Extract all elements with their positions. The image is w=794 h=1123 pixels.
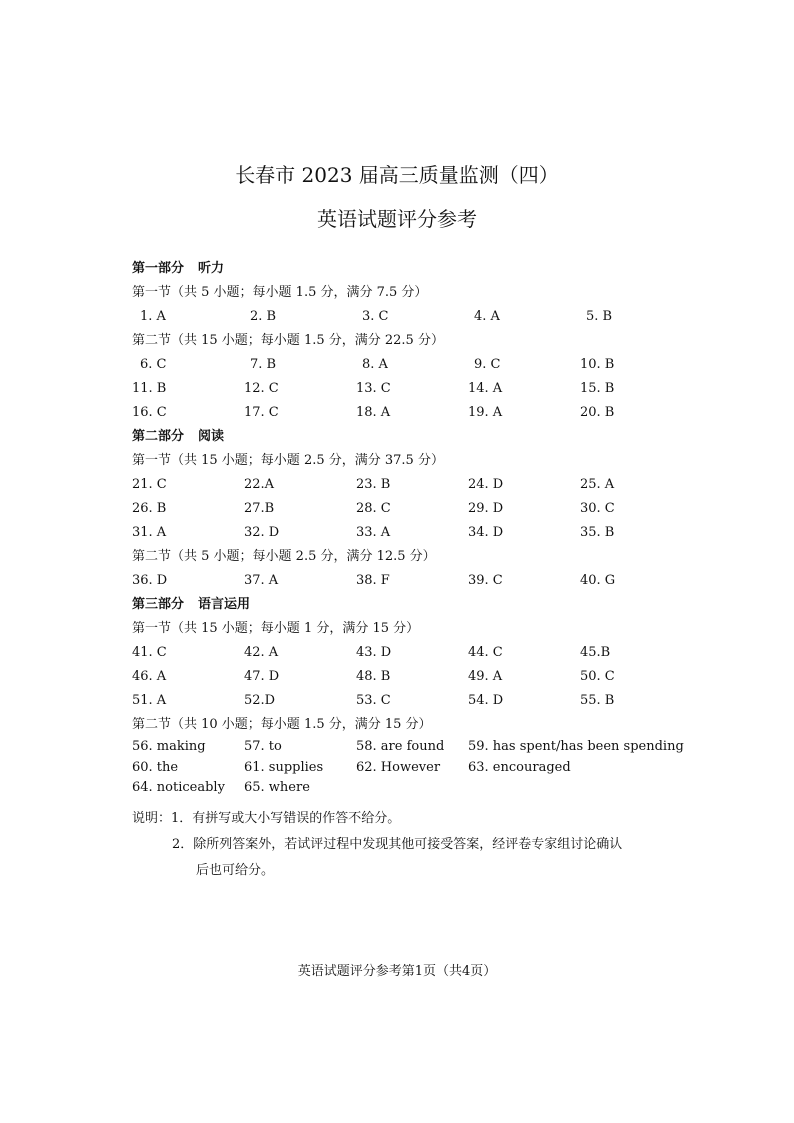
answer-item: 37. A <box>244 573 279 588</box>
answer-row <box>132 305 672 329</box>
answer-item: 36. D <box>132 573 168 588</box>
answer-item: 28. C <box>356 501 391 516</box>
answer-item: 35. B <box>580 525 615 540</box>
part3-sec2-header: 第二节（共 10 小题；每小题 1.5 分，满分 15 分） <box>132 717 432 732</box>
answer-item: 6. C <box>140 357 167 372</box>
answer-item: 42. A <box>244 645 279 660</box>
answer-item: 51. A <box>132 693 167 708</box>
answer-key <box>132 257 684 799</box>
answer-item: 19. A <box>468 405 503 420</box>
page-subtitle: 英语试题评分参考 <box>317 207 477 231</box>
answer-item: 23. B <box>356 477 391 492</box>
answer-item: 59. has spent/has been spending <box>468 739 684 754</box>
answer-item: 44. C <box>468 645 503 660</box>
answer-item: 56. making <box>132 739 206 754</box>
answer-item: 2. B <box>250 309 277 324</box>
answer-item: 63. encouraged <box>468 759 571 775</box>
answer-item: 61. supplies <box>244 759 324 775</box>
answer-row <box>132 758 672 779</box>
part2-heading <box>132 425 672 449</box>
answer-item: 14. A <box>468 381 503 396</box>
answer-item: 62. However <box>356 759 441 775</box>
part2-name: 阅读 <box>198 429 225 444</box>
part2-label: 第二部分 <box>132 429 185 444</box>
answer-item: 25. A <box>580 477 615 492</box>
answer-row <box>132 778 672 799</box>
answer-item: 9. C <box>474 357 501 372</box>
answer-item: 1. A <box>140 309 166 324</box>
answer-row <box>132 521 672 545</box>
answer-item: 15. B <box>580 381 615 396</box>
part3-name: 语言运用 <box>198 597 251 612</box>
answer-item: 17. C <box>244 405 279 420</box>
answer-item: 60. the <box>132 759 179 775</box>
answer-item: 55. B <box>580 693 615 708</box>
answer-item: 7. B <box>250 357 277 372</box>
note-1 <box>132 806 672 832</box>
answer-item: 48. B <box>356 669 391 684</box>
part1-sec1-header: 第一节（共 5 小题；每小题 1.5 分，满分 7.5 分） <box>132 285 428 300</box>
part3-sec1-header: 第一节（共 15 小题；每小题 1 分，满分 15 分） <box>132 621 420 636</box>
answer-item: 8. A <box>362 357 388 372</box>
answer-row <box>132 569 672 593</box>
notes <box>132 806 672 884</box>
part1-label: 第一部分 <box>132 261 185 276</box>
answer-item: 54. D <box>468 693 504 708</box>
notes-lead: 说明： <box>132 811 172 826</box>
part1-sec2-header: 第二节（共 15 小题；每小题 1.5 分，满分 22.5 分） <box>132 333 444 348</box>
answer-item: 10. B <box>580 357 615 372</box>
answer-item: 38. F <box>356 573 390 588</box>
answer-item: 49. A <box>468 669 503 684</box>
part3-label: 第三部分 <box>132 597 185 612</box>
answer-item: 43. D <box>356 645 392 660</box>
page-footer: 英语试题评分参考第1页（共4页） <box>297 964 497 979</box>
answer-item: 11. B <box>132 381 167 396</box>
answer-item: 13. C <box>356 381 391 396</box>
answer-item: 53. C <box>356 693 391 708</box>
answer-item: 57. to <box>244 739 282 754</box>
answer-row <box>132 377 672 401</box>
answer-item: 18. A <box>356 405 391 420</box>
part1-name: 听力 <box>198 261 225 276</box>
answer-row <box>132 353 672 377</box>
answer-item: 4. A <box>474 309 500 324</box>
answer-item: 34. D <box>468 525 504 540</box>
answer-item: 24. D <box>468 477 504 492</box>
answer-item: 47. D <box>244 669 280 684</box>
answer-item: 40. G <box>580 573 616 588</box>
answer-item: 31. A <box>132 525 167 540</box>
answer-item: 39. C <box>468 573 503 588</box>
answer-row <box>132 401 672 425</box>
answer-item: 20. B <box>580 405 615 420</box>
answer-item: 3. C <box>362 309 389 324</box>
answer-item: 50. C <box>580 669 615 684</box>
answer-row <box>132 689 672 713</box>
page-title: 长春市 2023 届高三质量监测（四） <box>235 163 559 187</box>
part3-heading <box>132 593 672 617</box>
answer-item: 64. noticeably <box>132 780 225 795</box>
answer-item: 27.B <box>244 501 275 516</box>
answer-row <box>132 497 672 521</box>
answer-item: 65. where <box>244 780 310 795</box>
answer-item: 29. D <box>468 501 504 516</box>
answer-item: 22.A <box>244 477 275 492</box>
answer-item: 16. C <box>132 405 167 420</box>
part1-heading <box>132 257 672 281</box>
answer-item: 33. A <box>356 525 391 540</box>
answer-item: 45.B <box>580 645 611 660</box>
answer-item: 52.D <box>244 693 276 708</box>
part2-sec2-header: 第二节（共 5 小题；每小题 2.5 分，满分 12.5 分） <box>132 549 436 564</box>
answer-item: 5. B <box>586 309 613 324</box>
note-item-1: 1．有拼写或大小写错误的作答不给分。 <box>171 811 401 826</box>
answer-row <box>132 641 672 665</box>
answer-row <box>132 473 672 497</box>
answer-item: 26. B <box>132 501 167 516</box>
answer-item: 21. C <box>132 477 167 492</box>
answer-item: 41. C <box>132 645 167 660</box>
answer-item: 32. D <box>244 525 280 540</box>
answer-row <box>132 665 672 689</box>
note-item-2: 2．除所列答案外，若试评过程中发现其他可接受答案，经评卷专家组讨论确认 <box>172 837 623 852</box>
part2-sec1-header: 第一节（共 15 小题；每小题 2.5 分，满分 37.5 分） <box>132 453 444 468</box>
answer-item: 46. A <box>132 669 167 684</box>
answer-row <box>132 737 684 758</box>
answer-item: 58. are found <box>356 739 445 754</box>
answer-item: 30. C <box>580 501 615 516</box>
note-item-2-continued: 后也可给分。 <box>196 863 275 878</box>
answer-item: 12. C <box>244 381 279 396</box>
